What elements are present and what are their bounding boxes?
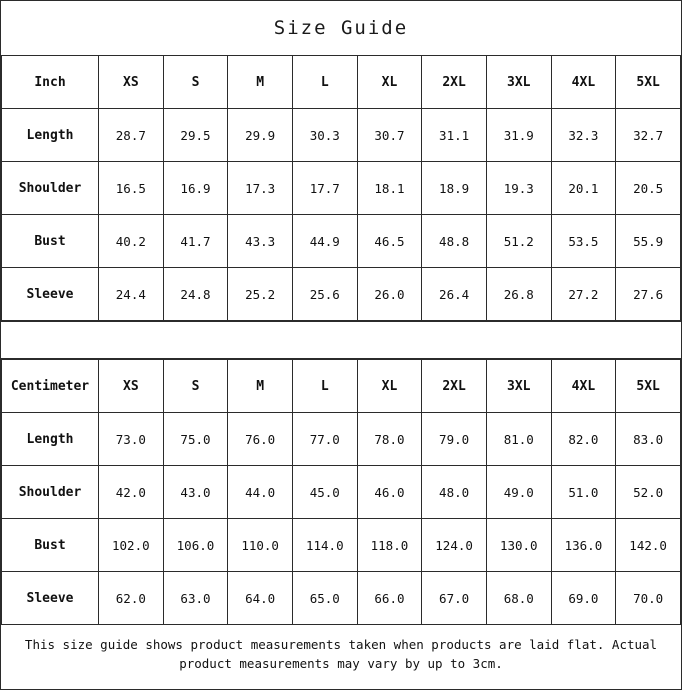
- cell: 77.0: [292, 413, 357, 466]
- cell: 45.0: [292, 466, 357, 519]
- cell: 25.6: [292, 268, 357, 321]
- cell: 53.5: [551, 215, 616, 268]
- cell: 26.4: [422, 268, 487, 321]
- size-header-xl: XL: [357, 56, 422, 109]
- cell: 43.0: [163, 466, 228, 519]
- cell: 24.4: [99, 268, 164, 321]
- cell: 51.2: [486, 215, 551, 268]
- cell: 81.0: [486, 413, 551, 466]
- cell: 49.0: [486, 466, 551, 519]
- size-header-3xl: 3XL: [486, 360, 551, 413]
- size-header-2xl: 2XL: [422, 360, 487, 413]
- cell: 29.9: [228, 109, 293, 162]
- unit-label-centimeter: Centimeter: [2, 360, 99, 413]
- size-table-centimeter: [1, 359, 681, 625]
- size-header-m: M: [228, 360, 293, 413]
- size-header-xs: XS: [99, 360, 164, 413]
- cell: 52.0: [616, 466, 681, 519]
- cell: 42.0: [99, 466, 164, 519]
- size-header-l: L: [292, 360, 357, 413]
- cell: 114.0: [292, 519, 357, 572]
- cell: 41.7: [163, 215, 228, 268]
- cell: 26.8: [486, 268, 551, 321]
- size-header-s: S: [163, 360, 228, 413]
- cell: 69.0: [551, 572, 616, 625]
- size-header-5xl: 5XL: [616, 360, 681, 413]
- table-row: [2, 268, 681, 321]
- table-row: [2, 413, 681, 466]
- cell: 48.0: [422, 466, 487, 519]
- cell: 136.0: [551, 519, 616, 572]
- cell: 106.0: [163, 519, 228, 572]
- table-row: [2, 466, 681, 519]
- measure-label-bust: Bust: [2, 215, 99, 268]
- measure-label-sleeve: Sleeve: [2, 268, 99, 321]
- size-header-2xl: 2XL: [422, 56, 487, 109]
- size-header-4xl: 4XL: [551, 56, 616, 109]
- measure-label-length: Length: [2, 109, 99, 162]
- cell: 20.5: [616, 162, 681, 215]
- size-header-l: L: [292, 56, 357, 109]
- table-row: [2, 215, 681, 268]
- cell: 55.9: [616, 215, 681, 268]
- cell: 18.1: [357, 162, 422, 215]
- cell: 82.0: [551, 413, 616, 466]
- size-header-5xl: 5XL: [616, 56, 681, 109]
- page-title: Size Guide: [273, 17, 409, 39]
- cell: 40.2: [99, 215, 164, 268]
- cell: 46.5: [357, 215, 422, 268]
- cell: 102.0: [99, 519, 164, 572]
- unit-label-inch: Inch: [2, 56, 99, 109]
- cell: 110.0: [228, 519, 293, 572]
- cell: 18.9: [422, 162, 487, 215]
- cell: 24.8: [163, 268, 228, 321]
- cell: 68.0: [486, 572, 551, 625]
- cell: 27.2: [551, 268, 616, 321]
- cell: 62.0: [99, 572, 164, 625]
- size-header-xl: XL: [357, 360, 422, 413]
- table-row: [2, 519, 681, 572]
- cell: 43.3: [228, 215, 293, 268]
- cell: 130.0: [486, 519, 551, 572]
- cell: 118.0: [357, 519, 422, 572]
- cell: 30.3: [292, 109, 357, 162]
- table-separator: [1, 321, 681, 359]
- table-header-row: [2, 56, 681, 109]
- table-row: [2, 109, 681, 162]
- cell: 75.0: [163, 413, 228, 466]
- cell: 142.0: [616, 519, 681, 572]
- cell: 17.7: [292, 162, 357, 215]
- cell: 31.9: [486, 109, 551, 162]
- cell: 28.7: [99, 109, 164, 162]
- cell: 44.9: [292, 215, 357, 268]
- cell: 17.3: [228, 162, 293, 215]
- cell: 67.0: [422, 572, 487, 625]
- cell: 124.0: [422, 519, 487, 572]
- cell: 78.0: [357, 413, 422, 466]
- cell: 27.6: [616, 268, 681, 321]
- cell: 20.1: [551, 162, 616, 215]
- cell: 16.5: [99, 162, 164, 215]
- cell: 83.0: [616, 413, 681, 466]
- size-header-m: M: [228, 56, 293, 109]
- cell: 31.1: [422, 109, 487, 162]
- cell: 76.0: [228, 413, 293, 466]
- cell: 73.0: [99, 413, 164, 466]
- size-guide-footnote: This size guide shows product measurements taken when products are laid flat. Actual product measurements may vary by up to 3cm.: [24, 637, 658, 671]
- cell: 66.0: [357, 572, 422, 625]
- table-header-row: [2, 360, 681, 413]
- size-header-xs: XS: [99, 56, 164, 109]
- cell: 63.0: [163, 572, 228, 625]
- measure-label-shoulder: Shoulder: [2, 466, 99, 519]
- cell: 65.0: [292, 572, 357, 625]
- measure-label-length: Length: [2, 413, 99, 466]
- cell: 64.0: [228, 572, 293, 625]
- cell: 29.5: [163, 109, 228, 162]
- table-row: [2, 572, 681, 625]
- measure-label-shoulder: Shoulder: [2, 162, 99, 215]
- measure-label-sleeve: Sleeve: [2, 572, 99, 625]
- cell: 70.0: [616, 572, 681, 625]
- cell: 79.0: [422, 413, 487, 466]
- size-table-inch: [1, 55, 681, 321]
- cell: 44.0: [228, 466, 293, 519]
- cell: 51.0: [551, 466, 616, 519]
- cell: 16.9: [163, 162, 228, 215]
- measure-label-bust: Bust: [2, 519, 99, 572]
- cell: 25.2: [228, 268, 293, 321]
- cell: 46.0: [357, 466, 422, 519]
- size-header-s: S: [163, 56, 228, 109]
- table-row: [2, 162, 681, 215]
- cell: 30.7: [357, 109, 422, 162]
- size-header-3xl: 3XL: [486, 56, 551, 109]
- cell: 26.0: [357, 268, 422, 321]
- cell: 32.7: [616, 109, 681, 162]
- cell: 48.8: [422, 215, 487, 268]
- cell: 32.3: [551, 109, 616, 162]
- cell: 19.3: [486, 162, 551, 215]
- size-header-4xl: 4XL: [551, 360, 616, 413]
